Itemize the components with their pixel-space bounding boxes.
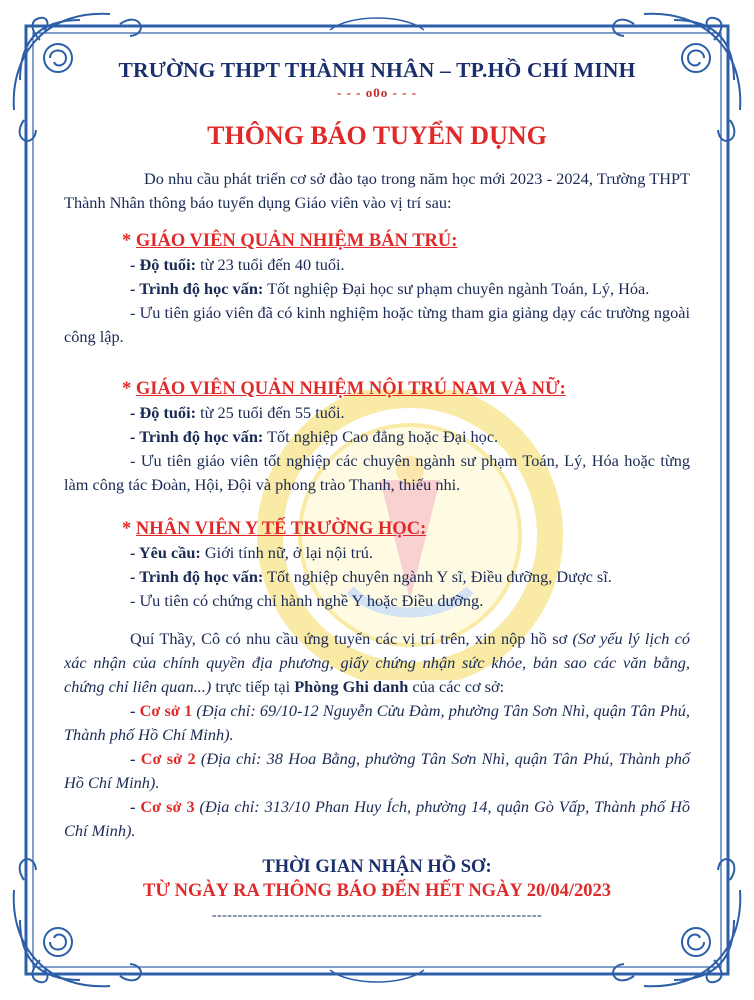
requirement-item: - Yêu cầu: Giới tính nữ, ở lại nội trú. [130, 543, 373, 562]
section-title: * NHÂN VIÊN Y TẾ TRƯỜNG HỌC: [122, 519, 427, 539]
deadline-label: THỜI GIAN NHẬN HỒ SƠ: [262, 857, 492, 877]
requirement-item: - Ưu tiên giáo viên đã có kinh nghiệm hoặc từng tham gia giảng dạy các trường ngoài công lập. [64, 303, 690, 346]
intro-paragraph: Do nhu cầu phát triển cơ sở đào tạo trong năm học mới 2023 - 2024, Trường THPT Thành Nhân thông báo tuyển dụng Giáo viên vào vị trí sau: [64, 169, 690, 212]
requirement-item: - Ưu tiên giáo viên tốt nghiệp các chuyên ngành sư phạm Toán, Lý, Hóa hoặc từng làm công tác Đoàn, Hội, Đội và phong trào Thanh, thiếu nhi. [64, 451, 690, 494]
ornament-divider: - - - o0o - - - [337, 85, 417, 100]
requirement-item: - Trình độ học vấn: Tốt nghiệp Đại học sư phạm chuyên ngành Toán, Lý, Hóa. [130, 279, 650, 298]
campus-item: - Cơ sở 3 (Địa chỉ: 313/10 Phan Huy Ích, phường 14, quận Gò Vấp, Thành phố Hồ Chí Minh). [64, 797, 690, 840]
deadline-value: TỪ NGÀY RA THÔNG BÁO ĐẾN HẾT NGÀY 20/04/2023 [142, 881, 612, 901]
school-name: TRƯỜNG THPT THÀNH NHÂN – TP.HỒ CHÍ MINH [118, 58, 636, 82]
notice-title: THÔNG BÁO TUYỂN DỤNG [207, 121, 547, 150]
requirement-item: - Trình độ học vấn: Tốt nghiệp chuyên ngành Y sĩ, Điều dưỡng, Dược sĩ. [130, 567, 612, 586]
application-paragraph: Quí Thầy, Cô có nhu cầu ứng tuyển các vị trí trên, xin nộp hồ sơ (Sơ yếu lý lịch có xác nhận của chính quyền địa phương, giấy chứng nhận sức khỏe, bản sao các văn bằng, chứng chỉ liên quan...) trực tiếp tại Phòng Ghi danh của các cơ sở: [64, 629, 690, 696]
requirement-item: - Trình độ học vấn: Tốt nghiệp Cao đẳng hoặc Đại học. [130, 427, 499, 446]
campus-item: - Cơ sở 2 (Địa chỉ: 38 Hoa Bằng, phường Tân Sơn Nhì, quận Tân Phú, Thành phố Hồ Chí Minh). [64, 749, 691, 792]
dashed-separator: ---------------------------------------------------------------- [211, 908, 543, 923]
requirement-item: - Độ tuổi: từ 23 tuổi đến 40 tuổi. [130, 255, 345, 274]
campus-item: - Cơ sở 1 (Địa chỉ: 69/10-12 Nguyễn Cửu Đàm, phường Tân Sơn Nhì, quận Tân Phú, Thành phố Hồ Chí Minh). [64, 701, 691, 744]
notice-document [64, 52, 690, 952]
requirement-item: - Độ tuổi: từ 25 tuổi đến 55 tuổi. [130, 403, 345, 422]
section-title: * GIÁO VIÊN QUẢN NHIỆM NỘI TRÚ NAM VÀ NỮ: [122, 379, 566, 399]
requirement-item: - Ưu tiên có chứng chỉ hành nghề Y hoặc Điều dưỡng. [130, 591, 484, 610]
section-title: * GIÁO VIÊN QUẢN NHIỆM BÁN TRÚ: [122, 231, 458, 251]
